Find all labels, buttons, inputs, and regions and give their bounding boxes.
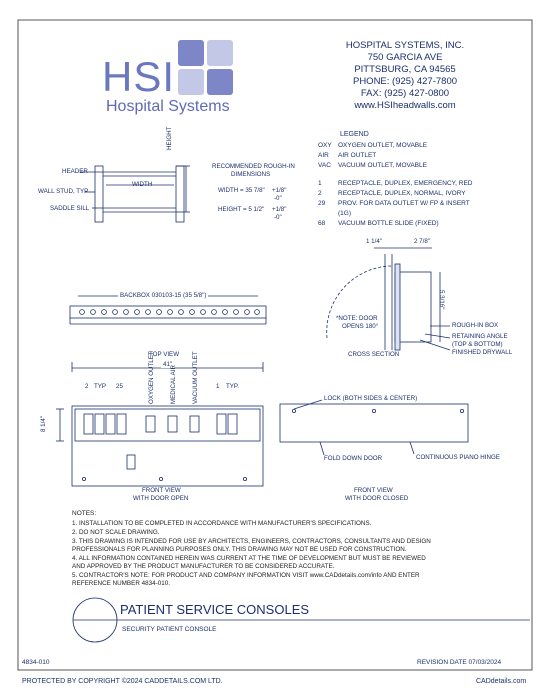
company-street: 750 GARCIA AVE	[367, 52, 443, 63]
roughin-title: RECOMMENDED ROUGH-IN	[212, 163, 295, 170]
front-closed-title-sub: WITH DOOR CLOSED	[345, 495, 409, 502]
roughin-elevation	[80, 166, 190, 222]
fold-door-label: FOLD DOWN DOOR	[324, 455, 383, 462]
piano-hinge-label: CONTINUOUS PIANO HINGE	[416, 454, 500, 461]
reference-number: 4834-010	[22, 659, 50, 666]
typ-label: TYP	[94, 383, 107, 390]
front-view-closed-linework	[280, 400, 468, 455]
legend-item: 68 VACUUM BOTTLE SLIDE (FIXED)	[318, 220, 439, 227]
note-line: REFERENCE NUMBER 4834-010.	[72, 580, 170, 587]
width-tolerance-plus: +1/8"	[272, 187, 287, 194]
cross-dim-3: 5 3/16"	[438, 290, 445, 310]
legend-item: (1G)	[338, 210, 351, 217]
note-line: AND APPROVED BY THE PRODUCT MANUFACTURER TO BE CONSIDERED ACCURATE.	[72, 563, 335, 570]
width-dimension: WIDTH = 35 7/8"	[218, 187, 265, 194]
cross-section-title: CROSS SECTION	[348, 351, 400, 358]
logo-name: Hospital Systems	[106, 98, 230, 115]
height-tolerance-plus: +1/8"	[272, 206, 287, 213]
drywall-label: FINISHED DRYWALL	[452, 349, 513, 356]
wall-stud-label: WALL STUD, TYP	[38, 188, 89, 195]
tag-25: 25	[116, 383, 123, 390]
retaining-angle-sub: (TOP & BOTTOM)	[452, 341, 503, 348]
note-line: 3. THIS DRAWING IS INTENDED FOR USE BY ARCHITECTS, ENGINEERS, CONTRACTORS, CONSULTANTS AND DESIGN	[72, 538, 431, 545]
note-line: PROFESSIONALS FOR PLANNING PURPOSES ONLY. THIS DRAWING MAY NOT BE USED FOR CONSTRUCTION.	[72, 546, 407, 553]
logo-abbr: HSI	[102, 53, 176, 100]
console-height-dim: 8 1/4"	[40, 416, 47, 432]
front-open-title: FRONT VIEW	[142, 487, 181, 494]
drawing-subtitle: SECURITY PATIENT CONSOLE	[122, 626, 217, 633]
cross-section-detail	[327, 248, 450, 350]
retaining-angle-label: RETAINING ANGLE	[452, 333, 508, 340]
cross-dim-2: 2 7/8"	[414, 238, 430, 245]
company-city: PITTSBURG, CA 94565	[354, 64, 456, 75]
company-info	[300, 40, 510, 112]
cross-dim-1: 1 1/4"	[366, 238, 382, 245]
legend-item: 2 RECEPTACLE, DUPLEX, NORMAL, IVORY	[318, 190, 466, 197]
oxygen-outlet-label: OXYGEN OUTLET	[148, 351, 155, 404]
legend-item: 1 RECEPTACLE, DUPLEX, EMERGENCY, RED	[318, 180, 473, 187]
top-view-title: TOP VIEW	[149, 351, 180, 358]
tag-2: 2	[85, 383, 89, 390]
note-line: 2. DO NOT SCALE DRAWING.	[72, 529, 160, 536]
note-line: 4. ALL INFORMATION CONTAINED HEREIN WAS CURRENT AT THE TIME OF DEVELOPMENT BUT MUST BE REVIEWED	[72, 555, 426, 562]
roughin-title-sub: DIMENSIONS	[231, 171, 271, 178]
company-fax: FAX: (925) 427-0800	[360, 88, 450, 99]
overall-width-dim: 41"	[163, 361, 173, 368]
height-label: HEIGHT	[166, 126, 173, 150]
vacuum-outlet-label: VACUUM OUTLET	[192, 351, 199, 404]
company-web: www.HSIheadwalls.com	[354, 100, 456, 111]
width-label: WIDTH	[132, 181, 153, 188]
notes-title: NOTES:	[72, 510, 97, 517]
legend-item: AIR AIR OUTLET	[318, 152, 377, 159]
legend-title: LEGEND	[340, 131, 369, 138]
revision-date: REVISION DATE 07/03/2024	[417, 659, 502, 666]
copyright: PROTECTED BY COPYRIGHT ©2024 CADDETAILS.COM LTD.	[22, 678, 223, 685]
door-note-2: OPENS 180°	[342, 323, 379, 330]
backbox-top-view	[70, 296, 266, 324]
saddle-sill-label: SADDLE SILL	[50, 205, 90, 212]
front-open-title-sub: WITH DOOR OPEN	[133, 495, 189, 502]
width-tolerance-minus: -0"	[274, 195, 282, 202]
caddetails-brand[interactable]: CADdetails.com	[476, 678, 527, 685]
front-closed-title: FRONT VIEW	[354, 487, 393, 494]
roughin-box-label: ROUGH-IN BOX	[452, 322, 499, 329]
typ-label: TYP.	[226, 383, 239, 390]
note-line: 5. CONTRACTOR'S NOTE: FOR PRODUCT AND COMPANY INFORMATION VISIT www.CADdetails.com/info AND ENTER	[72, 572, 420, 579]
company-name: HOSPITAL SYSTEMS, INC.	[345, 40, 465, 51]
door-note: *NOTE: DOOR	[336, 315, 378, 322]
front-view-open-linework	[56, 362, 263, 486]
height-tolerance-minus: -0"	[274, 214, 282, 221]
legend-item: OXY OXYGEN OUTLET, MOVABLE	[318, 142, 428, 149]
lock-label: LOCK (BOTH SIDES & CENTER)	[324, 395, 418, 402]
note-line: 1. INSTALLATION TO BE COMPLETED IN ACCORDANCE WITH MANUFACTURER'S SPECIFICATIONS.	[72, 520, 372, 527]
company-phone: PHONE: (925) 427-7800	[352, 76, 458, 87]
height-dimension: HEIGHT = 5 1/2"	[218, 206, 265, 213]
hsi-logo-squares	[178, 40, 233, 95]
medical-air-label: MEDICAL AIR	[170, 365, 177, 404]
tag-1: 1	[216, 383, 220, 390]
header-label: HEADER	[62, 168, 88, 175]
legend-item: VAC VACUUM OUTLET, MOVABLE	[318, 162, 427, 169]
backbox-label: BACKBOX 030103-15 (35 5/8")	[120, 292, 207, 299]
drawing-title: PATIENT SERVICE CONSOLES	[120, 602, 310, 617]
legend-item: 29 PROV. FOR DATA OUTLET W/ FP & INSERT	[318, 200, 470, 207]
